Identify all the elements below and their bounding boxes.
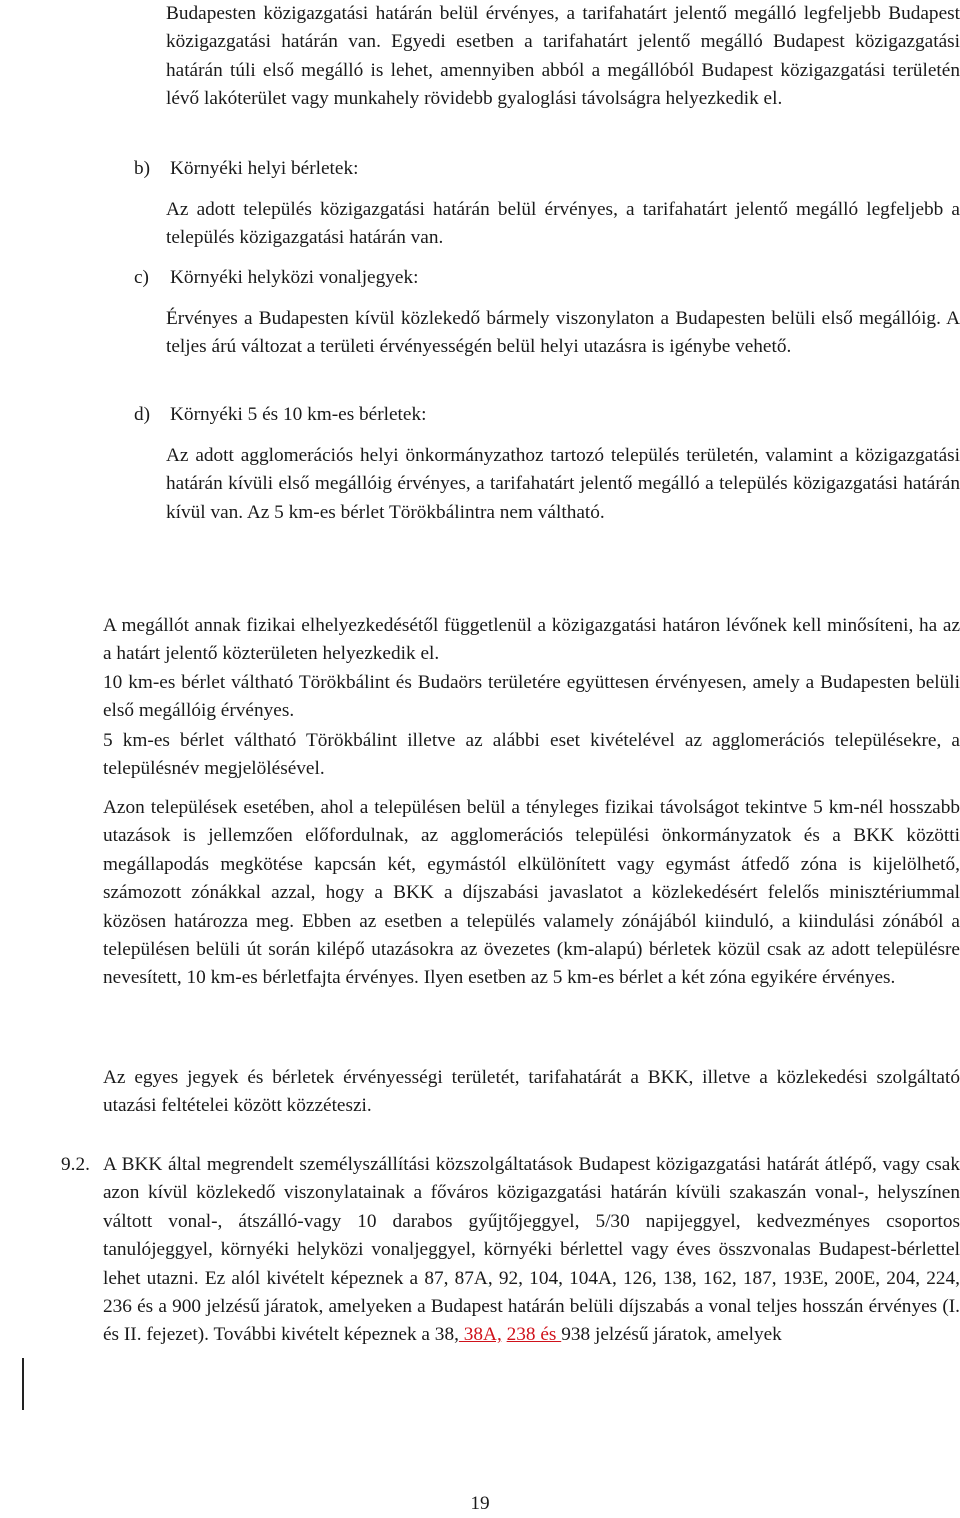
list-body-b: Az adott település közigazgatási határán belül érvényes, a tarifahatárt jelentő megálló legfeljebb a település közigazgatási határán van.	[166, 199, 960, 249]
paragraph-5km: 5 km-es bérlet váltható Törökbálint illetve az alábbi eset kivételével az agglomerációs településekre, a településnév megjelölésével.	[103, 730, 960, 780]
section-text-main: A BKK által megrendelt személyszállítási közszolgáltatások Budapest közigazgatási határát átlépő, vagy csak azon kívül közlekedő viszonylatainak a főváros közigazgatási határán kívüli szakaszán vonal-, helyszínen váltott vonal-, átszálló-vagy 10 darabos gyűjtőjeggyel, 5/30 napijeggyel, kedvezményes csoportos tanulójeggyel, környéki helyközi vonaljeggyel, környéki bérlettel vagy éves összvonalas Budapest-bérlettel lehet utazni. Ez alól kivételt képeznek a 87, 87A, 92, 104, 104A, 126, 138, 162, 187, 193E, 200E, 204, 224, 236 és a 900 jelzésű járatok, amelyeken a Budapest határán belüli díjszabás a vonal teljes hosszán érvényes (I. és II. fejezet). További kivételt képeznek a 38,	[103, 1154, 960, 1346]
paragraph-10km: 10 km-es bérlet váltható Törökbálint és Budaörs területére együttesen érvényesen, amely a Budapesten belüli első megállóig érvényes.	[103, 672, 960, 722]
inserted-route-38a: 38A,	[458, 1324, 502, 1346]
page-number: 19	[470, 1493, 490, 1514]
section-paragraph	[103, 1151, 960, 1350]
list-title-b: Környéki helyi bérletek:	[170, 158, 359, 179]
paragraph-zones: Azon települések esetében, ahol a településen belül a tényleges fizikai távolságot tekintve 5 km-nél hosszabb utazások is jellemzően előfordulnak, az agglomerációs települési önkormányzatok és a BKK közötti megállapodás megkötése kapcsán két, egymástól elkülönített vagy egymást átfedő zóna is kijelölhető, számozott zónákkal azzal, hogy a BKK a díjszabási javaslatot a közlekedésért felelős minisztériummal közösen határozza meg. Ebben az esetben a település valamely zónájából kiinduló, a kiindulási zónából a településen belüli út során kilépő utazásokra az övezetes (km-alapú) bérletek közül csak az adott településre nevesített, 10 km-es bérletfajta érvényes. Ilyen esetben az 5 km-es bérlet a két zóna egyikére érvényes.	[103, 797, 960, 989]
list-title-d: Környéki 5 és 10 km-es bérletek:	[170, 404, 427, 425]
top-paragraph: Budapesten közigazgatási határán belül érvényes, a tarifahatárt jelentő megálló legfeljebb Budapest közigazgatási határán van. Egyedi esetben a tarifahatárt jelentő megálló Budapest közigazgatási határán túli első megálló is lehet, amennyiben abból a megállóból Budapest közigazgatási területén lévő lakóterület vagy munkahely rövidebb gyaloglási távolságra helyezkedik el.	[166, 3, 960, 110]
list-label-c: c)	[134, 267, 149, 288]
revision-change-bar	[22, 1358, 24, 1410]
list-title-c: Környéki helyközi vonaljegyek:	[170, 267, 419, 288]
list-body-d: Az adott agglomerációs helyi önkormányzathoz tartozó település területén, valamint a közigazgatási határán kívüli első megállóig érvényes, a tarifahatárt jelentő megálló a település közigazgatási határán kívül van. Az 5 km-es bérlet Törökbálintra nem váltható.	[166, 445, 960, 523]
section-number: 9.2.	[61, 1154, 90, 1175]
inserted-route-238: 238 és	[506, 1324, 562, 1346]
section-text-end: 938 jelzésű járatok, amelyek	[561, 1324, 782, 1346]
list-label-b: b)	[134, 158, 151, 179]
list-label-d: d)	[134, 404, 151, 425]
list-body-c: Érvényes a Budapesten kívül közlekedő bármely viszonylaton a Budapesten belüli első megállóig. A teljes árú változat a területi érvényességén belül helyi utazásra is igénybe vehető.	[166, 308, 960, 358]
paragraph-stop-location: A megállót annak fizikai elhelyezkedésétől függetlenül a közigazgatási határon lévőnek kell minősíteni, ha az a határt jelentő közterületen helyezkedik el.	[103, 615, 960, 665]
paragraph-publish: Az egyes jegyek és bérletek érvényességi területét, tarifahatárát a BKK, illetve a közlekedési szolgáltató utazási feltételei között közzéteszi.	[103, 1067, 960, 1117]
